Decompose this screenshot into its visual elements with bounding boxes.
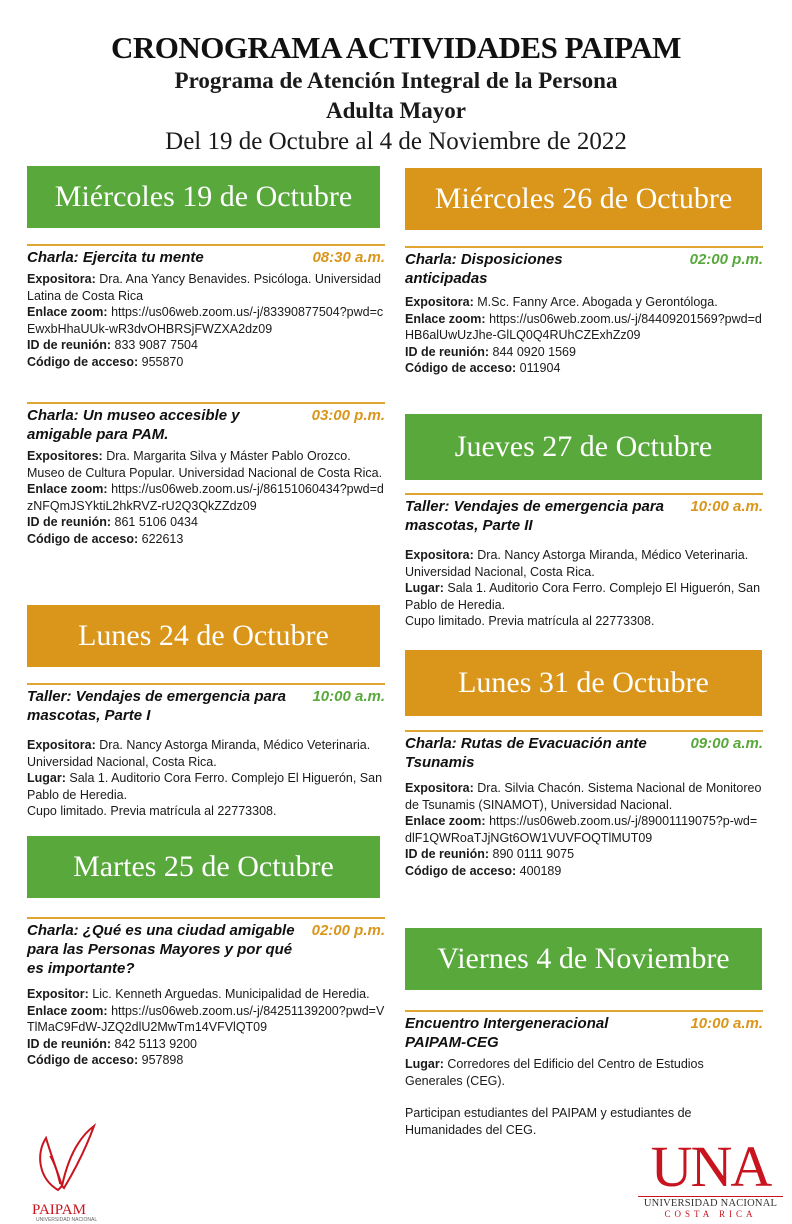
- una-wordmark: UNA: [650, 1134, 771, 1199]
- event-card: [405, 730, 763, 879]
- place-label: Lugar:: [27, 771, 66, 785]
- meeting-id-label: ID de reunión:: [405, 847, 490, 861]
- event-title: Charla: ¿Qué es una ciudad amigable para las Personas Mayores y por qué es importante?: [27, 922, 295, 977]
- place: Sala 1. Auditorio Cora Ferro. Complejo El Higuerón, San Pablo de Heredia.: [27, 771, 383, 802]
- place-label: Lugar:: [405, 581, 444, 595]
- place: Sala 1. Auditorio Cora Ferro. Complejo El Higuerón, San Pablo de Heredia.: [405, 581, 761, 612]
- meeting-id-label: ID de reunión:: [405, 344, 490, 359]
- butterfly-icon: [28, 1118, 118, 1198]
- event-title: Taller: Vendajes de emergencia para mascotas, Parte I: [27, 688, 287, 724]
- speaker: Dra. Ana Yancy Benavides. Psicóloga. Universidad Latina de Costa Rica: [27, 272, 381, 303]
- una-country: COSTA RICA: [664, 1209, 757, 1219]
- paipam-logo: [28, 1118, 118, 1223]
- access-code-label: Código de acceso:: [405, 863, 517, 878]
- zoom-link[interactable]: https://us06web.zoom.us/-j/89001119075?p-wd=dlF1QWRoaTJjNGt6OW1VUVFOQTlMUT09: [405, 814, 758, 845]
- speaker-label: Expositora:: [27, 738, 96, 752]
- speaker-label: Expositora:: [405, 548, 474, 562]
- program-name-line2: Adulta Mayor: [326, 98, 466, 123]
- speaker-label: Expositora:: [405, 295, 474, 309]
- meeting-id: 890 0111 9075: [492, 847, 575, 861]
- event-card: [27, 244, 385, 370]
- speaker-label: Expositora:: [27, 272, 96, 286]
- day-banner-27-oct: Jueves 27 de Octubre: [405, 414, 762, 480]
- meeting-id-label: ID de reunión:: [27, 515, 112, 529]
- place-label: Lugar:: [405, 1057, 444, 1071]
- zoom-link[interactable]: https://us06web.zoom.us/-j/83390877504?pwd=cEwxbHhaUUk-wR3dvOHBRSjFWZXA2dz09: [27, 305, 384, 336]
- speaker-label: Expositores:: [27, 449, 103, 463]
- date-range: Del 19 de Octubre al 4 de Noviembre de 2022: [165, 128, 627, 155]
- zoom-link[interactable]: https://us06web.zoom.us/-j/84251139200?pwd=VTlMaC9FdW-JZQ2dlU2MwTm14VFVlQT09: [27, 1003, 385, 1034]
- event-card: [405, 493, 763, 630]
- access-code-label: Código de acceso:: [27, 1053, 139, 1067]
- paipam-subtext: UNIVERSIDAD NACIONAL: [36, 1217, 98, 1223]
- event-time: 10:00 a.m.: [312, 688, 385, 705]
- speaker: Lic. Kenneth Arguedas. Municipalidad de Heredia.: [92, 987, 370, 1001]
- event-time: 09:00 a.m.: [690, 735, 763, 752]
- event-time: 10:00 a.m.: [690, 498, 763, 515]
- access-code: 400189: [519, 863, 562, 878]
- speaker: Dra. Nancy Astorga Miranda, Médico Veterinaria. Universidad Nacional, Costa Rica.: [405, 548, 749, 579]
- meeting-id-label: ID de reunión:: [27, 1036, 112, 1051]
- paipam-wordmark: PAIPAM: [32, 1202, 86, 1218]
- event-time: 03:00 p.m.: [311, 407, 385, 424]
- day-banner-26-oct: Miércoles 26 de Octubre: [405, 168, 762, 230]
- day-banner-24-oct: Lunes 24 de Octubre: [27, 605, 380, 667]
- event-time: 02:00 p.m.: [689, 251, 763, 268]
- access-code-label: Código de acceso:: [27, 354, 139, 369]
- speaker: Dra. Nancy Astorga Miranda, Médico Veterinaria. Universidad Nacional, Costa Rica.: [27, 738, 371, 769]
- event-card: [405, 246, 763, 377]
- speaker-label: Expositor:: [27, 987, 89, 1001]
- event-title: Charla: Disposiciones anticipadas: [405, 251, 563, 287]
- registration-note: Cupo limitado. Previa matrícula al 22773308.: [27, 804, 277, 818]
- event-card: [27, 683, 385, 820]
- event-card: [27, 402, 385, 547]
- zoom-link[interactable]: https://us06web.zoom.us/-j/84409201569?pwd=dHB6alUwUzJhe-GlLQ0Q4RUhCZExhZz09: [405, 311, 762, 342]
- meeting-id: 842 5113 9200: [114, 1036, 198, 1051]
- speaker-label: Expositora:: [405, 781, 474, 795]
- speaker: Dra. Silvia Chacón. Sistema Nacional de Monitoreo de Tsunamis (SINAMOT), Universidad Nacional.: [405, 781, 762, 812]
- access-code: 955870: [141, 354, 184, 369]
- access-code-label: Código de acceso:: [27, 531, 139, 546]
- place: Corredores del Edificio del Centro de Estudios Generales (CEG).: [405, 1057, 704, 1088]
- day-banner-25-oct: Martes 25 de Octubre: [27, 836, 380, 898]
- event-time: 02:00 p.m.: [311, 922, 385, 939]
- access-code: 011904: [519, 361, 561, 375]
- program-name-line1: Programa de Atención Integral de la Persona: [174, 68, 618, 93]
- event-card: [405, 1010, 763, 1138]
- event-card: [27, 917, 385, 1069]
- zoom-label: Enlace zoom:: [27, 305, 108, 319]
- event-time: 08:30 a.m.: [312, 249, 385, 266]
- access-code: 957898: [141, 1053, 184, 1067]
- event-time: 10:00 a.m.: [690, 1015, 763, 1032]
- zoom-label: Enlace zoom:: [405, 311, 486, 326]
- meeting-id-label: ID de reunión:: [27, 338, 112, 352]
- event-title: Taller: Vendajes de emergencia para mascotas, Parte II: [405, 498, 665, 534]
- event-title: Charla: Un museo accesible y amigable para PAM.: [27, 407, 240, 443]
- day-banner-31-oct: Lunes 31 de Octubre: [405, 650, 762, 716]
- event-title: Encuentro Intergeneracional PAIPAM-CEG: [405, 1015, 609, 1051]
- speaker: M.Sc. Fanny Arce. Abogada y Gerontóloga.: [477, 295, 718, 309]
- access-code-label: Código de acceso:: [405, 361, 517, 375]
- registration-note: Cupo limitado. Previa matrícula al 22773308.: [405, 614, 655, 628]
- zoom-label: Enlace zoom:: [405, 814, 486, 828]
- zoom-label: Enlace zoom:: [27, 1003, 108, 1018]
- una-logo: [638, 1134, 783, 1220]
- day-banner-19-oct: Miércoles 19 de Octubre: [27, 166, 380, 228]
- zoom-link[interactable]: https://us06web.zoom.us/-j/86151060434?pwd=dzNFQmJSYktiL2hkRVZ-rU2Q3QkZZdz09: [27, 482, 384, 513]
- speaker: Dra. Margarita Silva y Máster Pablo Orozco. Museo de Cultura Popular. Universidad Nacional de Costa Rica.: [27, 449, 383, 480]
- una-subtext: UNIVERSIDAD NACIONAL: [638, 1196, 783, 1209]
- page-title: CRONOGRAMA ACTIVIDADES PAIPAM: [111, 30, 681, 65]
- meeting-id: 861 5106 0434: [114, 515, 198, 529]
- event-title: Charla: Rutas de Evacuación ante Tsunamis: [405, 735, 647, 771]
- day-banner-4-nov: Viernes 4 de Noviembre: [405, 928, 762, 990]
- access-code: 622613: [141, 531, 184, 546]
- participants-note: Participan estudiantes del PAIPAM y estudiantes de Humanidades del CEG.: [405, 1106, 692, 1137]
- zoom-label: Enlace zoom:: [27, 482, 108, 496]
- meeting-id: 844 0920 1569: [492, 344, 576, 359]
- event-title: Charla: Ejercita tu mente: [27, 249, 204, 266]
- meeting-id: 833 9087 7504: [114, 338, 198, 352]
